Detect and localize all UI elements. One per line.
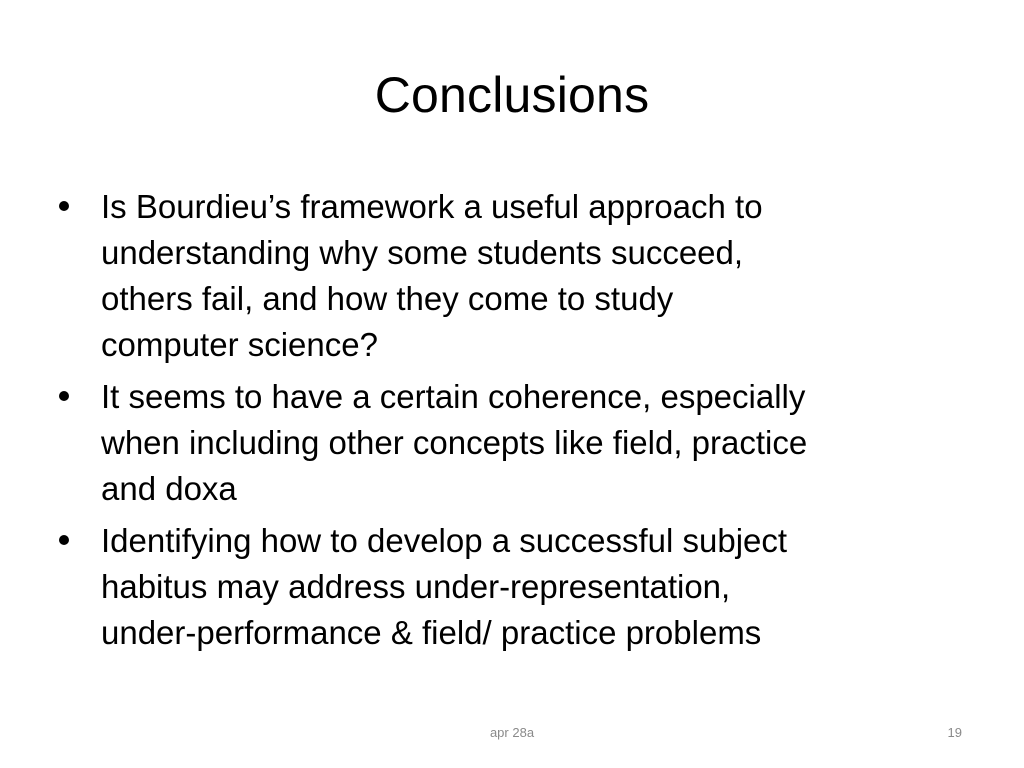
bullet-line: others fail, and how they come to study [101, 280, 674, 317]
bullet-line: understanding why some students succeed, [101, 234, 744, 271]
bullet-line: under-performance & field/ practice problems [101, 614, 762, 651]
bullet-line: habitus may address under-representation, [101, 568, 731, 605]
footer-date: apr 28a [489, 725, 535, 740]
bullet-dot-icon [59, 391, 69, 401]
bullet-line: Identifying how to develop a successful subject [101, 522, 788, 559]
bullet-item [57, 184, 977, 368]
bullet-line: computer science? [101, 326, 378, 363]
slide-number: 19 [947, 725, 962, 740]
bullet-dot-icon [59, 535, 69, 545]
bullet-item [57, 374, 977, 512]
bullet-line: when including other concepts like field, practice [101, 424, 808, 461]
bullet-line: Is Bourdieu’s framework a useful approach to [101, 188, 763, 225]
bullet-list [57, 184, 977, 662]
bullet-dot-icon [59, 201, 69, 211]
slide-title: Conclusions [374, 67, 650, 123]
bullet-line: and doxa [101, 470, 237, 507]
bullet-item [57, 518, 977, 656]
bullet-line: It seems to have a certain coherence, especially [101, 378, 806, 415]
